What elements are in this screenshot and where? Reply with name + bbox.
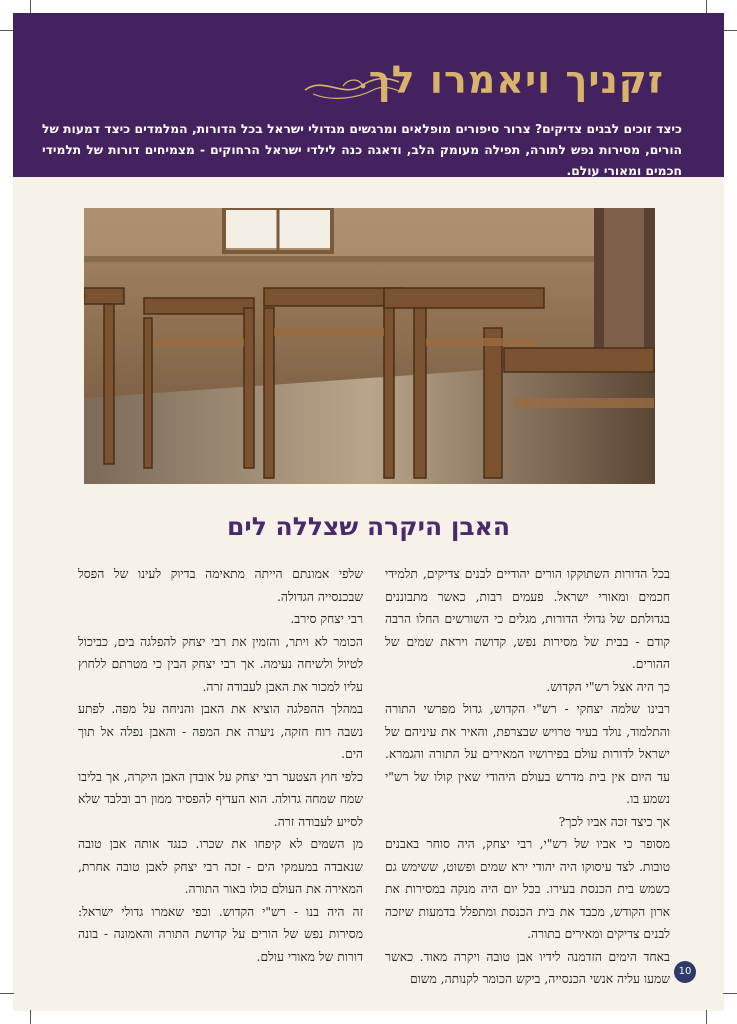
crop-mark xyxy=(723,30,737,31)
magazine-section-title: זקניך ויאמרו לך xyxy=(368,58,664,102)
paragraph: מסופר כי אביו של רש"י, רבי יצחק, היה סוחר באבנים טובות. לצד עיסוקו היה יהודי ירא שמים ופשוט, ששימש גם כשמש בית הכנסת בעירו. בכל יום היה מנקה במסירות את ארון הקודש, מכבד את בית הכנסת ומתפלל בדמעות שיזכה לבנים צדיקים ומאירים בתורה. xyxy=(385,837,670,941)
paragraph: שלפי אמונתם הייתה מתאימה בדיוק לעינו של הפסל שבכנסייה הגדולה. xyxy=(78,567,363,604)
paragraph: בכל הדורות השתוקקו הורים יהודיים לבנים צדיקים, תלמידי חכמים ומאורי ישראל. פעמים רבות, כאשר מתבוננים בגדולתם של גדולי הדורות, מגלים כי השורשים החלו הרבה קודם - בבית של מסירות נפש, קדושה ויראת שמים של ההורים. xyxy=(385,567,670,671)
crop-mark xyxy=(723,993,737,994)
header-banner xyxy=(13,13,724,177)
crop-mark xyxy=(30,1010,31,1024)
paragraph: במהלך ההפלגה הוציא את האבן והניחה על מפה. לפתע נשבה רוח חזקה, ניערה את המפה - והאבן נפלה אל תוך הים. xyxy=(78,702,363,761)
synagogue-image-icon xyxy=(84,208,655,484)
section-subtitle: כיצד זוכים לבנים צדיקים? צרור סיפורים מופלאים ומרגשים מגדולי ישראל בכל הדורות, המלמדים כיצד דמעות של הורים, מסירות נפש לתורה, תפילה מעומק הלב, ודאגה כנה לילדי ישראל הרחוקים - מצמיחים דורות של תלמידי חכמים ומאורי עולם. xyxy=(42,122,682,178)
paragraph: רבי יצחק סירב. xyxy=(290,612,363,626)
paragraph: כלפי חוץ הצטער רבי יצחק על אובדן האבן היקרה, אך בליבו שמח שמחה גדולה. הוא העדיף להפסיד ממון רב ובלבד שלא לסייע לעבודה זרה. xyxy=(78,769,363,829)
paragraph: מן השמים לא קיפחו את שכרו. כנגד אותה אבן טובה שנאבדה במעמקי הים - זכה רבי יצחק לאבן טובה אחרת, המאירה את העולם כולו באור התורה. xyxy=(78,837,363,896)
article-column-left xyxy=(78,563,363,968)
article-title: האבן היקרה שצללה לים xyxy=(226,512,511,541)
crop-mark xyxy=(30,0,31,14)
paragraph: רבינו שלמה יצחקי - רש"י הקדוש, גדול מפרשי התורה והתלמוד, נולד בעיר טרויש שבצרפת, והאיר את עיניהם של ישראל לדורות עולם בפירושיו המאירים על התורה והגמרא. עד היום אין בית מדרש בעולם היהודי שאין קולו של רש"י נשמע בו. xyxy=(385,702,670,806)
paragraph: אך כיצד זכה אביו לכך? xyxy=(558,814,670,829)
crop-mark xyxy=(706,1010,707,1024)
crop-mark xyxy=(706,0,707,14)
crop-mark xyxy=(0,30,14,31)
crop-mark xyxy=(0,993,14,994)
paragraph: כך היה אצל רש"י הקדוש. xyxy=(546,679,670,694)
page-number-badge: 10 xyxy=(674,961,696,983)
paragraph: זה היה בנו - רש"י הקדוש. וכפי שאמרו גדולי ישראל: מסירות נפש של הורים על קדושת התורה והאמונה - בונה דורות של מאורי עולם. xyxy=(78,904,363,964)
paragraph: הכומר לא ויתר, והזמין את רבי יצחק להפלגה בים, כביכול לטיול ולשיחה נעימה. אך רבי יצחק הבין כי מטרתם ללחוץ עליו למכור את האבן לעבודה זרה. xyxy=(78,634,363,694)
synagogue-benches-photo xyxy=(84,208,655,484)
article-column-right xyxy=(385,563,670,991)
paragraph: באחד הימים הזדמנה לידיו אבן טובה ויקרה מאוד. כאשר שמעו עליה אנשי הכנסייה, ביקש הכומר לקנותה, משום xyxy=(385,949,670,986)
